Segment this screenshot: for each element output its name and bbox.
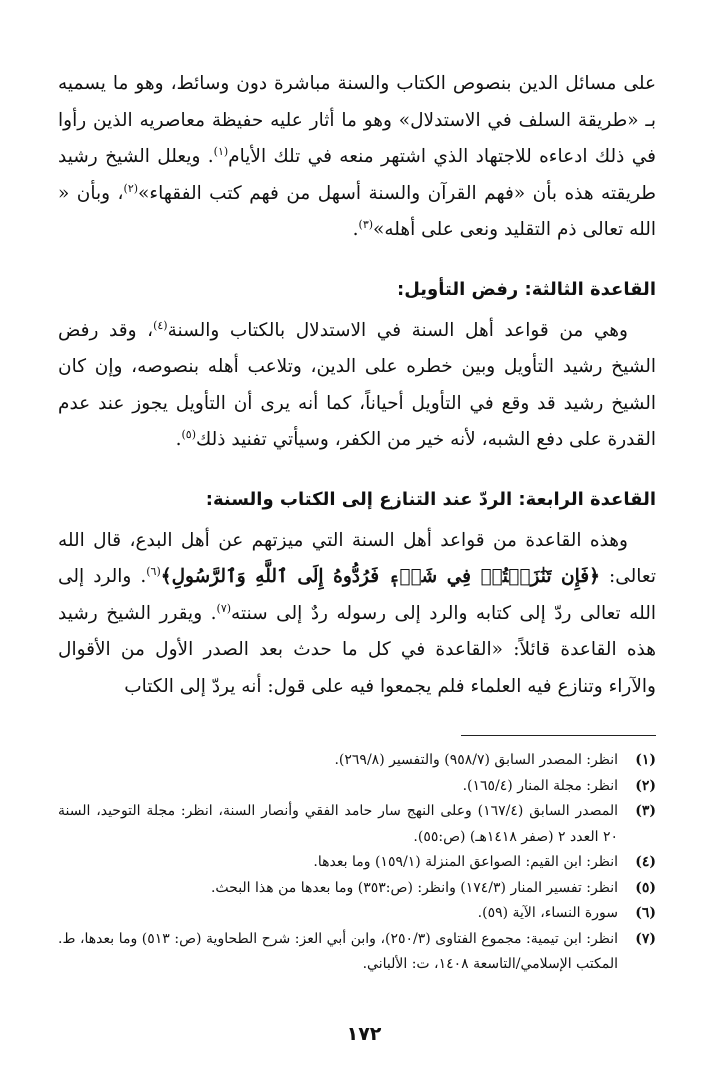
footnote-number: (٦) [635, 905, 656, 921]
text-run: . والرد إلى الله تعالى ردّ إلى كتابه والرد إلى رسوله ردٌ إلى سنته [58, 566, 656, 624]
footnote-item [58, 901, 656, 927]
text-run: . [175, 429, 182, 450]
paragraph-intro [58, 66, 656, 249]
footnote-ref-2[interactable]: (٢) [123, 181, 139, 195]
footnote-number: (٤) [635, 854, 656, 870]
footnote-ref-7[interactable]: (٧) [216, 601, 232, 615]
footnote-text: انظر: تفسير المنار (١٧٤/٣) وانظر: (ص:٣٥٣) وما بعدها من هذا البحث. [210, 879, 618, 896]
text-run: . [352, 219, 359, 240]
text-run: وهي من قواعد أهل السنة في الاستدلال بالكتاب والسنة [167, 319, 628, 341]
page-number: ١٧٢ [346, 1023, 382, 1045]
footnote-item [58, 748, 656, 774]
text-run: ، وقد رفض الشيخ رشيد التأويل وبين خطره على الدين، وتلاعب أهله بنصوصه، وإن كان الشيخ رشيد قد وقع في التأويل أحياناً، كما أنه يرى أن التأويل يجوز عند عدم القدرة على دفع الشبه، لأنه خير من الكفر، وسيأتي تفنيد ذلك [58, 319, 656, 450]
footnote-number: (٣) [635, 803, 656, 819]
footnote-number: (٥) [635, 879, 656, 896]
main-text [58, 66, 656, 705]
text-run: على مسائل الدين بنصوص الكتاب والسنة مباشرة دون وسائط، وهو ما يسميه بـ «طريقة السلف في الاستدلال» وهو ما أثار عليه حفيظة معاصريه الذين رأوا في ذلك ادعاءه للاجتهاد الذي اشتهر منعه في تلك الأيام [58, 73, 656, 167]
footnote-text: سورة النساء، الآية (٥٩). [477, 905, 618, 921]
footnote-item [58, 876, 656, 902]
footnote-separator [461, 735, 656, 736]
heading-rule-four: القاعدة الرابعة: الردّ عند التنازع إلى الكتاب والسنة: [205, 488, 656, 510]
footnote-text: انظر: المصدر السابق (٩٥٨/٧) والتفسير (٢٦٩/٨). [334, 752, 618, 768]
text-run: وهذه القاعدة من قواعد أهل السنة التي ميزتهم عن أهل البدع، قال الله تعالى: [58, 529, 656, 587]
text-run: . ويعلل الشيخ رشيد طريقته هذه بأن «فهم القرآن والسنة أسهل من فهم كتب الفقهاء» [58, 146, 657, 204]
footnote-item [58, 850, 656, 876]
text-run: . ويقرر الشيخ رشيد هذه القاعدة قائلاً: «القاعدة في كل ما حدث بعد الصدر الأول من الأقوال والآراء وتنازع فيه العلماء فلم يجمعوا فيه على قول: أنه يردّ إلى الكتاب [58, 602, 656, 697]
footnote-text: المصدر السابق (١٦٧/٤) وعلى النهج سار حامد الفقي وأنصار السنة، انظر: مجلة التوحيد، السنة ٢٠ العدد ٢ (صفر ١٤١٨هـ) (ص:٥٥). [58, 803, 619, 845]
quran-verse: ﴿فَإِن تَنَٰزَعۡتُمۡ فِي شَيۡءٖ فَرُدُّوهُ إِلَى ٱللَّهِ وَٱلرَّسُولِ﴾ [160, 566, 600, 587]
footnote-text: انظر: ابن تيمية: مجموع الفتاوى (٢٥٠/٣)، وابن أبي العز: شرح الطحاوية (ص: ٥١٣) وما بعدها، ط. المكتب الإسلامي/التاسعة ١٤٠٨، ت: الألباني. [58, 930, 619, 972]
text-run: ، وبأن « الله تعالى ذم التقليد ونعى على أهله» [58, 182, 656, 240]
footnote-text: انظر: ابن القيم: الصواعق المنزلة (١٥٩/١) وما بعدها. [313, 854, 618, 870]
footnote-ref-6[interactable]: (٦) [146, 564, 161, 578]
heading-rule-three: القاعدة الثالثة: رفض التأويل: [397, 278, 656, 300]
footnote-number: (١) [635, 752, 656, 768]
footnote-number: (٢) [635, 777, 656, 794]
footnotes [58, 748, 656, 978]
footnote-number: (٧) [635, 930, 656, 947]
paragraph-rule-four [58, 523, 656, 706]
footnote-item [58, 799, 656, 850]
footnote-ref-5[interactable]: (٥) [181, 427, 197, 441]
footnote-ref-4[interactable]: (٤) [153, 318, 168, 332]
footnote-item [58, 927, 656, 978]
footnote-text: انظر: مجلة المنار (١٦٥/٤). [462, 777, 618, 794]
paragraph-rule-three [58, 313, 656, 459]
footnote-item [58, 774, 656, 800]
footnote-ref-3[interactable]: (٣) [358, 217, 374, 231]
footnote-ref-1[interactable]: (١) [213, 144, 229, 158]
